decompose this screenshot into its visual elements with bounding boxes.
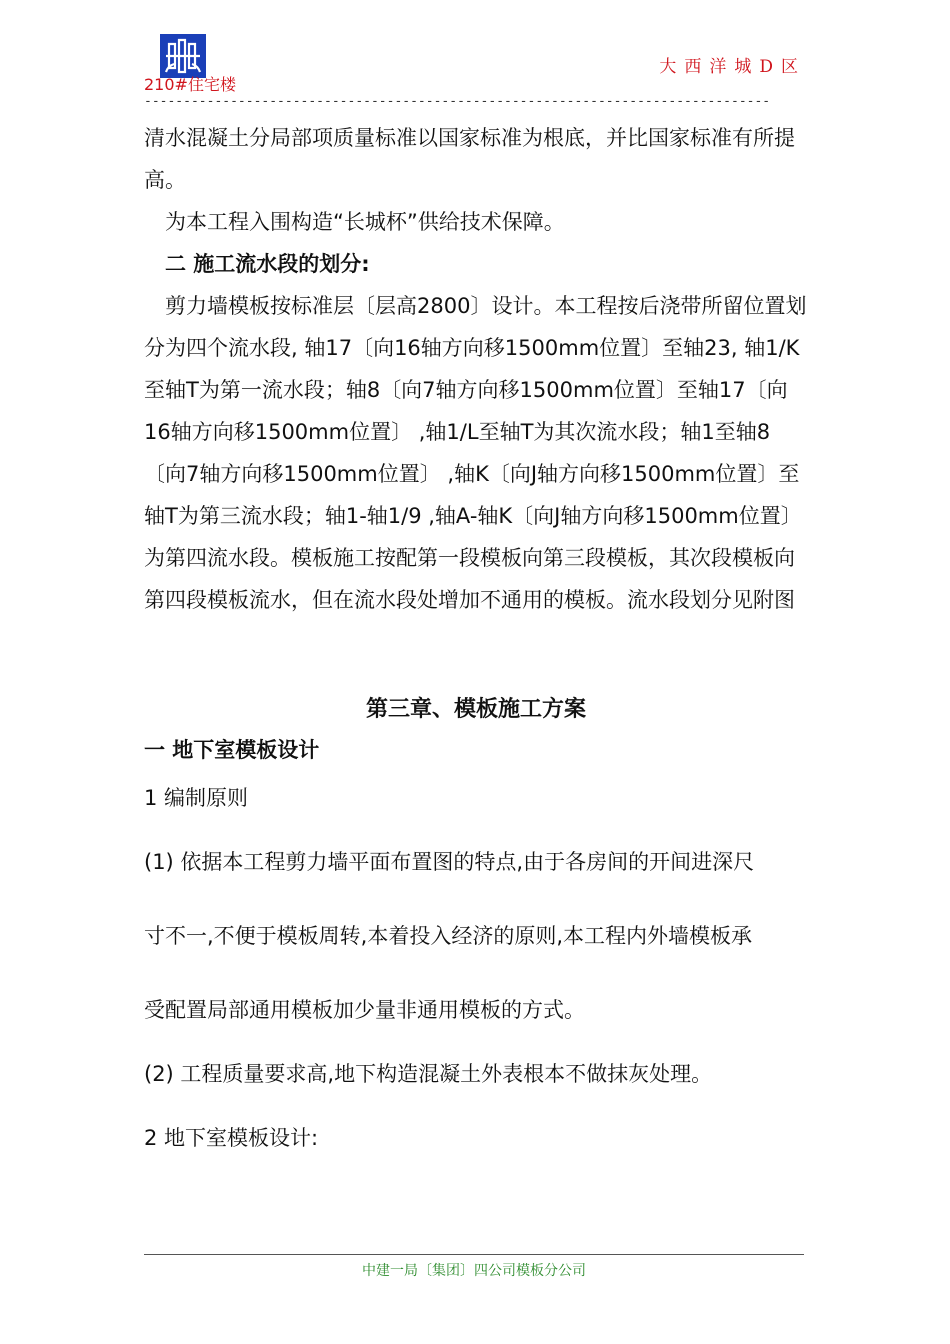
paragraph-great-wall-cup: 为本工程入围构造“长城杯”供给技术保障。 [165,210,565,234]
subheading-basement-design: 2 地下室模板设计: [144,1126,319,1150]
paragraph-quality: 清水混凝土分局部项质量标准以国家标准为根底，并比国家标准有所提高。 [144,126,795,192]
footer-divider [144,1254,804,1255]
footer-company: 中建一局〔集团〕四公司模板分公司 [362,1263,586,1279]
subheading-principles: 1 编制原则 [144,786,249,810]
principle-1-line-1: (1) 依据本工程剪力墙平面布置图的特点,由于各房间的开间进深尺 [144,850,755,874]
body-section [144,117,808,621]
header-divider: -------------------------------------------------------------------------------- [144,94,771,109]
principle-1-line-2: 寸不一,不便于模板周转,本着投入经济的原则,本工程内外墙模板承 [144,924,753,948]
paragraph-flow-segments: 剪力墙模板按标准层〔层高2800〕设计。本工程按后浇带所留位置划分为四个流水段, 轴17〔向16轴方向移1500mm位置〕至轴23, 轴1/K至轴T为第一流水段；轴8〔向7轴方向移1500mm位置〕至轴17〔向16轴方向移1500mm位置〕 ,轴1/L至轴T为其次流水段；轴1至轴8〔向7轴方向移1500mm位置〕 ,轴K〔向J轴方向移1500mm位置〕至轴T为第三流水段；轴1-轴1/9 ,轴A-轴K〔向J轴方向移1500mm位置〕为第四流水段。模板施工按配第一段模板向第三段模板，其次段模板向第四段模板流水，但在流水段处增加不通用的模板。流水段划分见附图 [144,294,807,612]
principle-2: (2) 工程质量要求高,地下构造混凝土外表根本不做抹灰处理。 [144,1062,713,1086]
site-name: 大西洋城D区 [659,57,806,77]
chapter-title: 第三章、模板施工方案 [365,697,586,722]
project-name: 210#住宅楼 [144,75,236,94]
section-heading-basement: 一 地下室模板设计 [144,738,320,762]
section-heading-flow: 二 施工流水段的划分: [165,252,370,276]
principle-1-line-3: 受配置局部通用模板加少量非通用模板的方式。 [144,998,585,1022]
